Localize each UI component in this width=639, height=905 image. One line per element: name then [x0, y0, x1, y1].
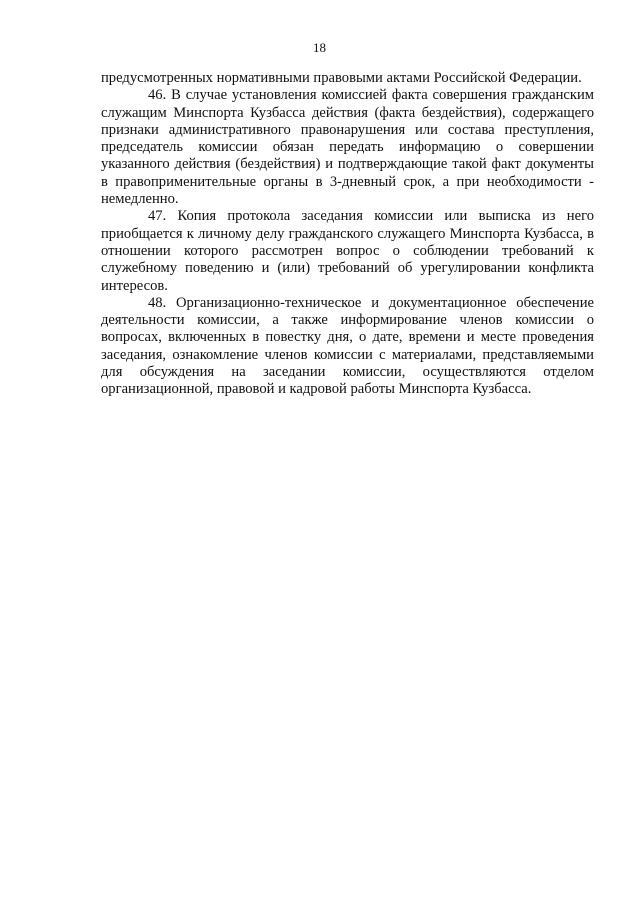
paragraph-item-46: 46. В случае установления комиссией факта совершения гражданским служащим Минспорта Кузбасса действия (факта бездействия), содержащего признаки административного правонарушения или состава преступления, председатель комиссии обязан передать информацию о совершении указанного действия (бездействия) и подтверждающие такой факт документы в правоприменительные органы в 3-дневный срок, а при необходимости - немедленно.	[101, 87, 594, 208]
paragraph-item-48: 48. Организационно-техническое и документационное обеспечение деятельности комиссии, а также информирование членов комиссии о вопросах, включенных в повестку дня, о дате, времени и месте проведения заседания, ознакомление членов комиссии с материалами, представляемыми для обсуждения на заседании комиссии, осуществляются отделом организационной, правовой и кадровой работы Минспорта Кузбасса.	[101, 294, 594, 398]
paragraph-item-47: 47. Копия протокола заседания комиссии или выписка из него приобщается к личному делу гражданского служащего Минспорта Кузбасса, в отношении которого рассмотрен вопрос о соблюдении требований к служебному поведению и (или) требований об урегулировании конфликта интересов.	[101, 208, 594, 294]
page-number: 18	[313, 40, 326, 55]
paragraph-continuation: предусмотренных нормативными правовыми актами Российской Федерации.	[101, 70, 582, 86]
document-body	[101, 70, 594, 399]
